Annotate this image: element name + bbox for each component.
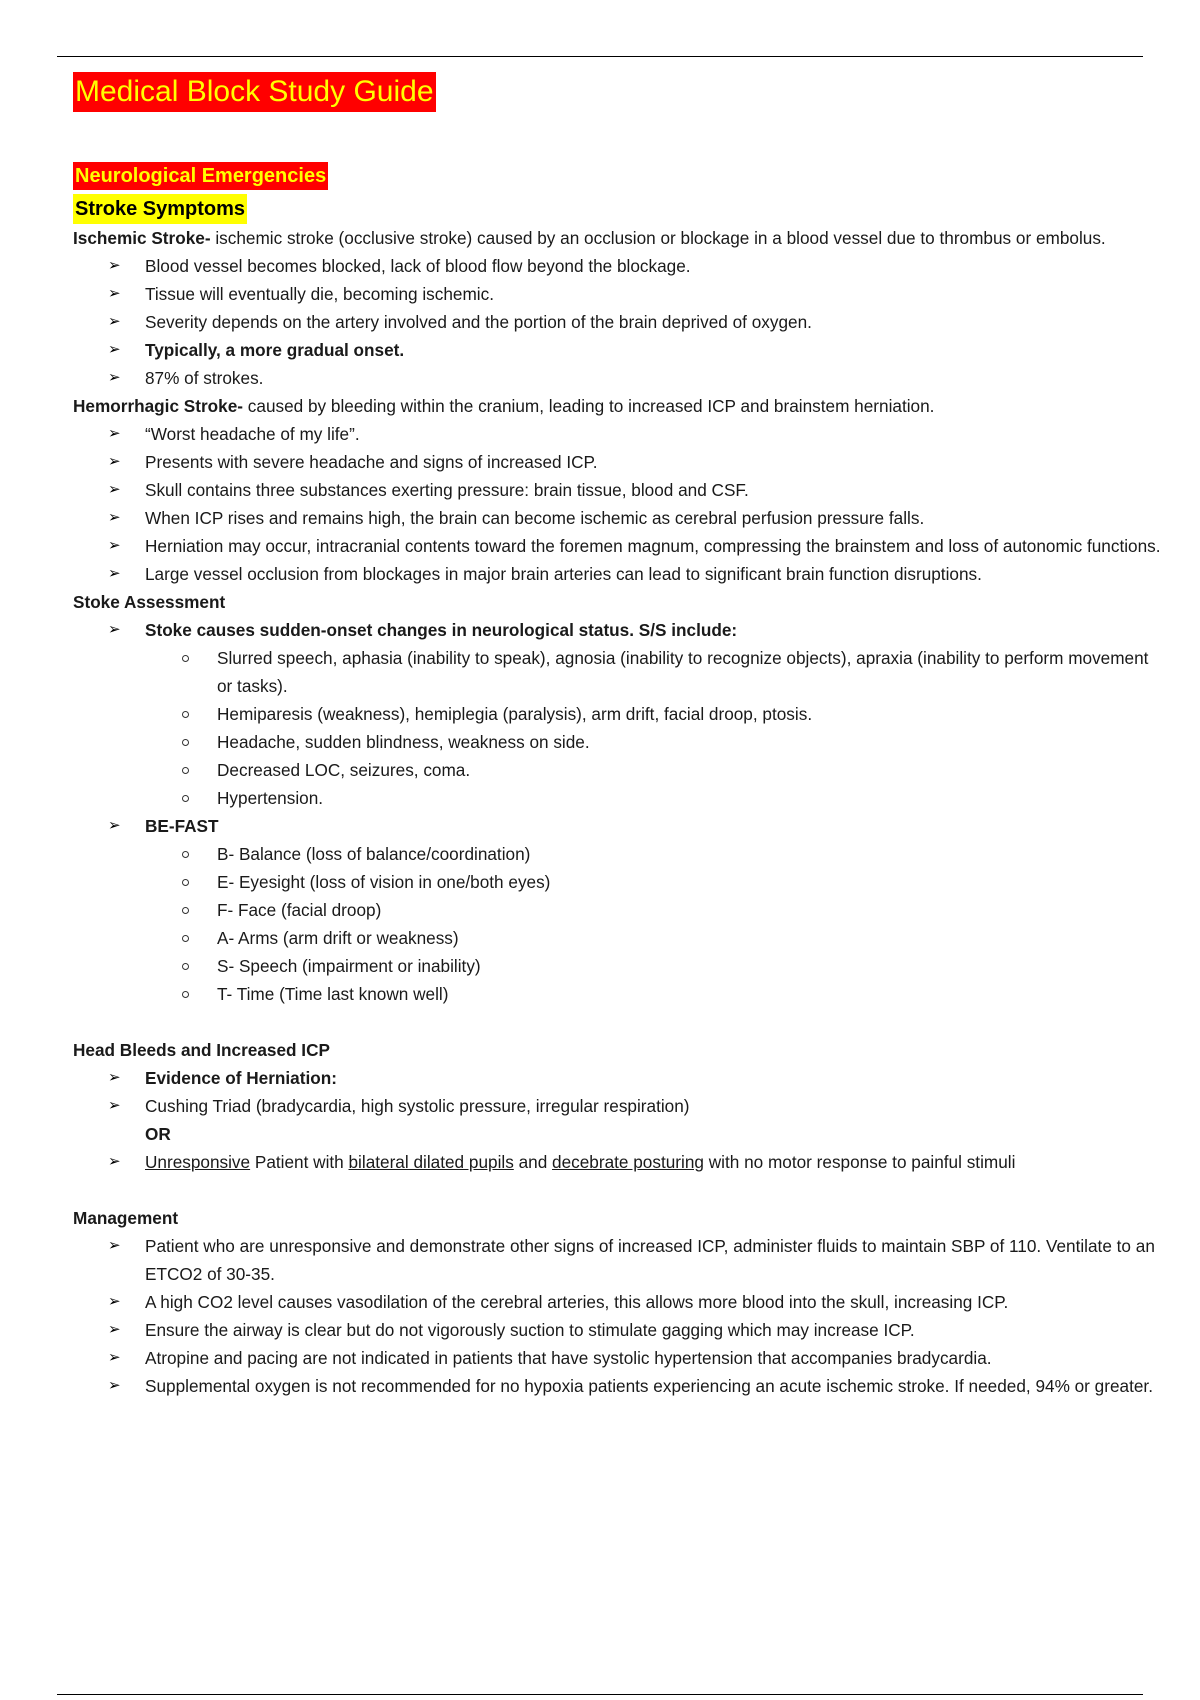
hollow-circle-bullet-icon <box>182 655 189 662</box>
section-heading: Neurological Emergencies <box>73 162 328 190</box>
document-body <box>73 72 1163 1400</box>
list-item: ➢ Ensure the airway is clear but do not vigorously suction to stimulate gagging which may increase ICP. <box>145 1316 1163 1344</box>
spacer <box>73 1008 1163 1036</box>
arrowhead-bullet-icon: ➢ <box>108 1377 121 1394</box>
hollow-circle-bullet-icon <box>182 767 189 774</box>
or-separator: OR <box>145 1124 171 1144</box>
ischemic-paragraph <box>73 224 1163 252</box>
arrowhead-bullet-icon: ➢ <box>108 1237 121 1254</box>
arrowhead-bullet-icon: ➢ <box>108 481 121 498</box>
sublist-item: E- Eyesight (loss of vision in one/both eyes) <box>217 868 1163 896</box>
page-title: Medical Block Study Guide <box>73 72 436 112</box>
sublist-item: T- Time (Time last known well) <box>217 980 1163 1008</box>
list-item: ➢ Atropine and pacing are not indicated in patients that have systolic hypertension that accompanies bradycardia. <box>145 1344 1163 1372</box>
subsection-heading: Stroke Symptoms <box>73 194 247 224</box>
hollow-circle-bullet-icon <box>182 879 189 886</box>
hemorrhagic-paragraph <box>73 392 1163 420</box>
sublist-item: Hemiparesis (weakness), hemiplegia (paralysis), arm drift, facial droop, ptosis. <box>217 700 1163 728</box>
arrowhead-bullet-icon: ➢ <box>108 257 121 274</box>
footer-rule <box>57 1694 1143 1695</box>
arrowhead-bullet-icon: ➢ <box>108 1153 121 1170</box>
list-item: ➢ Patient who are unresponsive and demonstrate other signs of increased ICP, administer fluids to maintain SBP of 110. Ventilate to an ETCO2 of 30-35. <box>145 1232 1163 1288</box>
hollow-circle-bullet-icon <box>182 739 189 746</box>
hemorrhagic-label: Hemorrhagic Stroke- <box>73 396 244 416</box>
list-item: ➢ BE-FAST B- Balance (loss of balance/coordination) E- Eyesight (loss of vision in one/both eyes) F- Face (facial droop) A- Arms (arm drift or weakness) S- Speech (impairment or inability) T- Time (Time last known well) <box>145 812 1163 1008</box>
ischemic-list <box>73 252 1163 392</box>
arrowhead-bullet-icon: ➢ <box>108 453 121 470</box>
arrowhead-bullet-icon: ➢ <box>108 1293 121 1310</box>
arrowhead-bullet-icon: ➢ <box>108 1349 121 1366</box>
sublist-item: Decreased LOC, seizures, coma. <box>217 756 1163 784</box>
list-item: ➢ A high CO2 level causes vasodilation of the cerebral arteries, this allows more blood into the skull, increasing ICP. <box>145 1288 1163 1316</box>
hollow-circle-bullet-icon <box>182 851 189 858</box>
list-item: ➢ 87% of strokes. <box>145 364 1163 392</box>
signs-sublist <box>145 644 1163 812</box>
list-item: ➢ Stoke causes sudden-onset changes in neurological status. S/S include: Slurred speech, aphasia (inability to speak), agnosia (inability to recognize objects), apraxia (inability to perform movement or tasks). Hemiparesis (weakness), hemiplegia (paralysis), arm drift, facial droop, ptosis. Headache, sudden blindness, weakness on side. Decreased LOC, seizures, coma. Hypertension. <box>145 616 1163 812</box>
sublist-item: Headache, sudden blindness, weakness on side. <box>217 728 1163 756</box>
sublist-item: S- Speech (impairment or inability) <box>217 952 1163 980</box>
sublist-item: B- Balance (loss of balance/coordination) <box>217 840 1163 868</box>
arrowhead-bullet-icon: ➢ <box>108 1069 121 1086</box>
arrowhead-bullet-icon: ➢ <box>108 621 121 638</box>
hollow-circle-bullet-icon <box>182 907 189 914</box>
spacer <box>73 1176 1163 1204</box>
list-item: ➢ Herniation may occur, intracranial contents toward the foremen magnum, compressing the brainstem and loss of autonomic functions. <box>145 532 1163 560</box>
arrowhead-bullet-icon: ➢ <box>108 817 121 834</box>
assessment-heading: Stoke Assessment <box>73 592 226 612</box>
assessment-list <box>73 616 1163 1008</box>
sublist-item: F- Face (facial droop) <box>217 896 1163 924</box>
sublist-item: Slurred speech, aphasia (inability to speak), agnosia (inability to recognize objects), apraxia (inability to perform movement or tasks). <box>217 644 1163 700</box>
arrowhead-bullet-icon: ➢ <box>108 537 121 554</box>
head-bleeds-heading: Head Bleeds and Increased ICP <box>73 1040 330 1060</box>
arrowhead-bullet-icon: ➢ <box>108 1321 121 1338</box>
hollow-circle-bullet-icon <box>182 991 189 998</box>
list-item: ➢ Severity depends on the artery involved and the portion of the brain deprived of oxygen. <box>145 308 1163 336</box>
hollow-circle-bullet-icon <box>182 963 189 970</box>
arrowhead-bullet-icon: ➢ <box>108 425 121 442</box>
arrowhead-bullet-icon: ➢ <box>108 285 121 302</box>
management-heading: Management <box>73 1208 179 1228</box>
header-rule <box>57 56 1143 57</box>
hollow-circle-bullet-icon <box>182 795 189 802</box>
arrowhead-bullet-icon: ➢ <box>108 565 121 582</box>
list-item: ➢ Typically, a more gradual onset. <box>145 336 1163 364</box>
list-item: ➢ Large vessel occlusion from blockages in major brain arteries can lead to significant brain function disruptions. <box>145 560 1163 588</box>
list-item: ➢ Cushing Triad (bradycardia, high systolic pressure, irregular respiration) OR <box>145 1092 1163 1148</box>
list-item: ➢ Unresponsive Patient with bilateral dilated pupils and decebrate posturing with no motor response to painful stimuli <box>145 1148 1163 1176</box>
sublist-item: Hypertension. <box>217 784 1163 812</box>
head-bleeds-list <box>73 1064 1163 1176</box>
ischemic-label: Ischemic Stroke- <box>73 228 211 248</box>
list-item: ➢ “Worst headache of my life”. <box>145 420 1163 448</box>
list-item: ➢ Presents with severe headache and signs of increased ICP. <box>145 448 1163 476</box>
list-item: ➢ When ICP rises and remains high, the brain can become ischemic as cerebral perfusion pressure falls. <box>145 504 1163 532</box>
list-item: ➢ Supplemental oxygen is not recommended for no hypoxia patients experiencing an acute ischemic stroke. If needed, 94% or greater. <box>145 1372 1163 1400</box>
arrowhead-bullet-icon: ➢ <box>108 509 121 526</box>
arrowhead-bullet-icon: ➢ <box>108 313 121 330</box>
hollow-circle-bullet-icon <box>182 711 189 718</box>
list-item: ➢ Skull contains three substances exerting pressure: brain tissue, blood and CSF. <box>145 476 1163 504</box>
arrowhead-bullet-icon: ➢ <box>108 341 121 358</box>
management-list <box>73 1232 1163 1400</box>
list-item: ➢ Blood vessel becomes blocked, lack of blood flow beyond the blockage. <box>145 252 1163 280</box>
arrowhead-bullet-icon: ➢ <box>108 1097 121 1114</box>
arrowhead-bullet-icon: ➢ <box>108 369 121 386</box>
hemorrhagic-text: caused by bleeding within the cranium, leading to increased ICP and brainstem herniation. <box>243 396 935 416</box>
list-item: ➢ Evidence of Herniation: <box>145 1064 1163 1092</box>
sublist-item: A- Arms (arm drift or weakness) <box>217 924 1163 952</box>
befast-sublist <box>145 840 1163 1008</box>
list-item: ➢ Tissue will eventually die, becoming ischemic. <box>145 280 1163 308</box>
hollow-circle-bullet-icon <box>182 935 189 942</box>
hemorrhagic-list <box>73 420 1163 588</box>
ischemic-text: ischemic stroke (occlusive stroke) caused by an occlusion or blockage in a blood vessel due to thrombus or embolus. <box>210 228 1106 248</box>
